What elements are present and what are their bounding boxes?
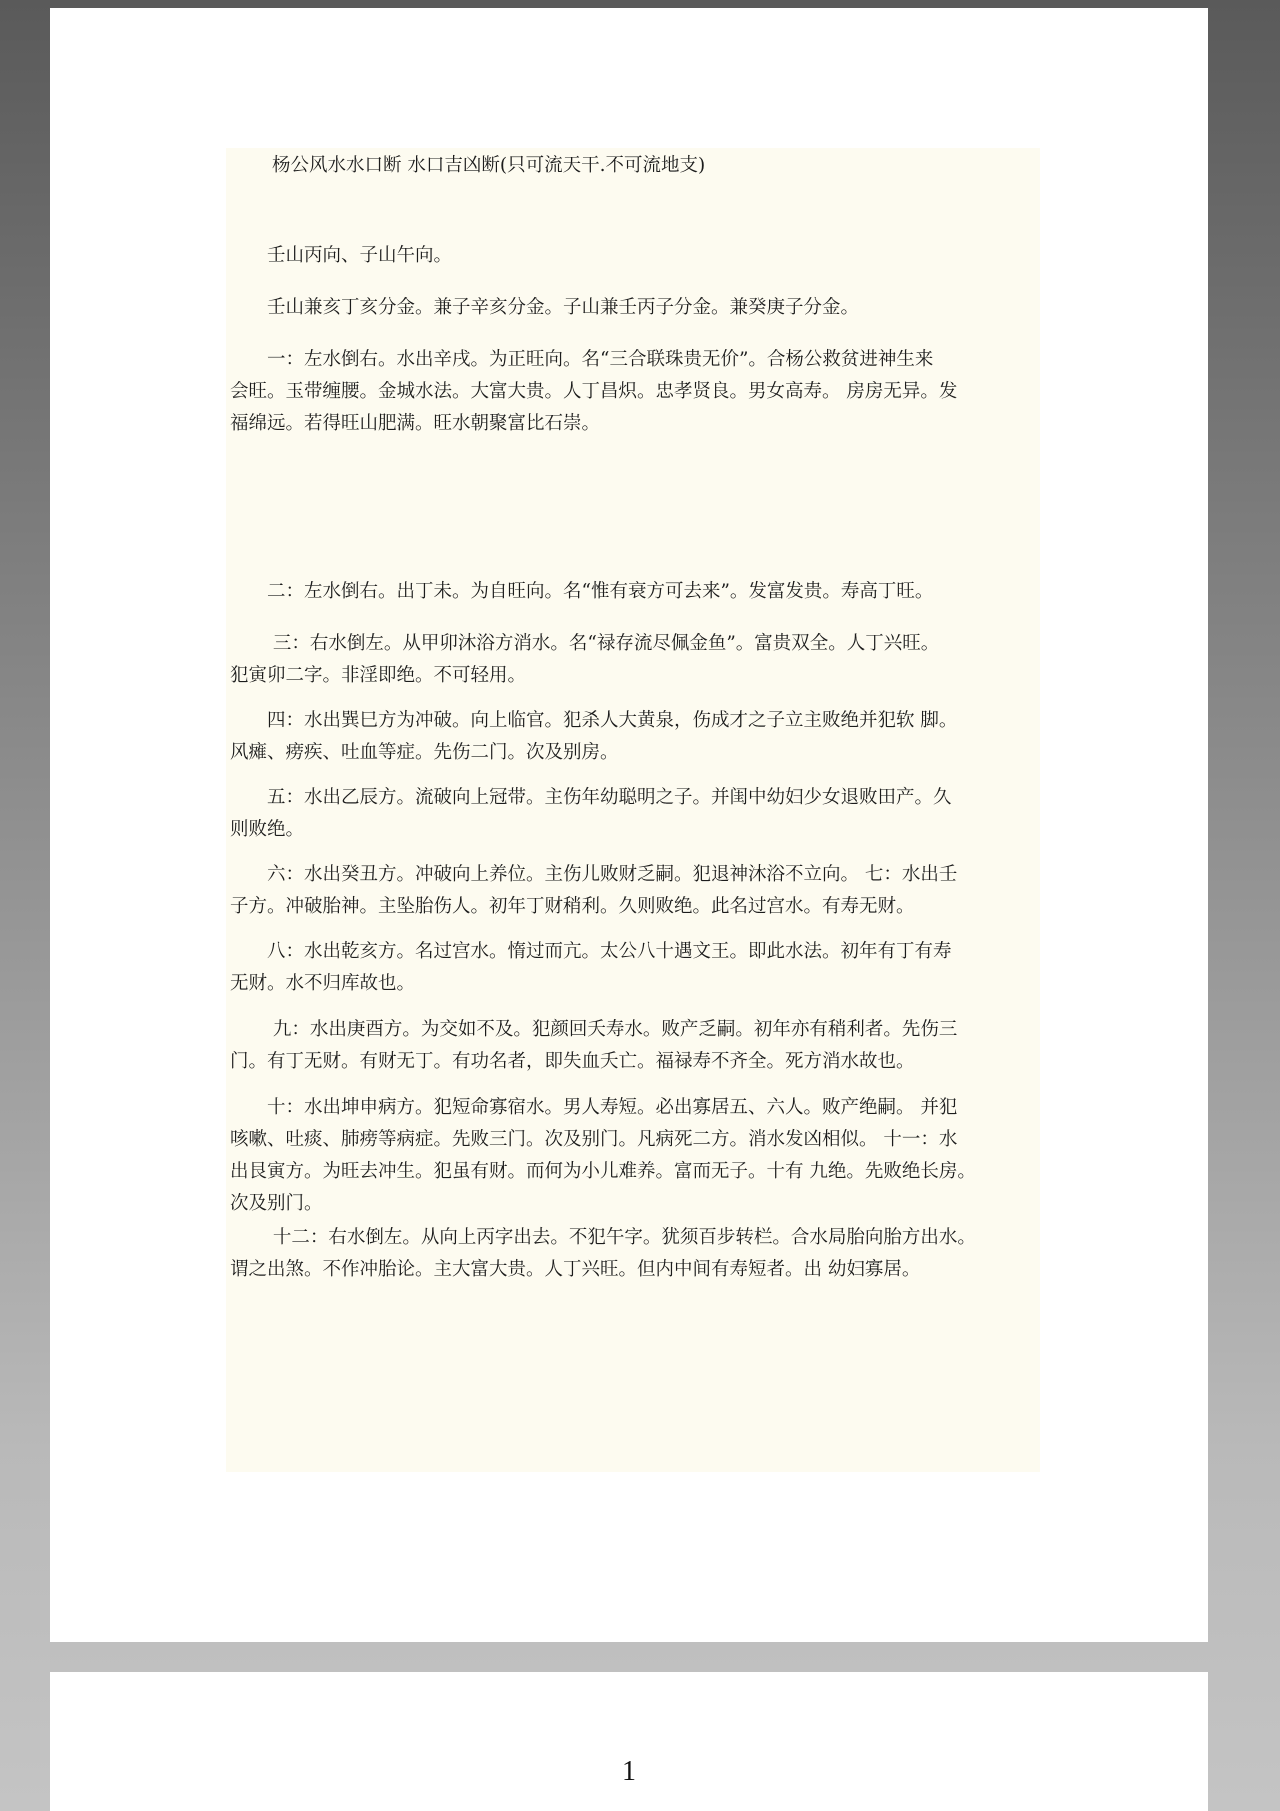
paragraph-line: 六：水出癸丑方。冲破向上养位。主伤儿败财乏嗣。犯退神沐浴不立向。 七：水出壬 — [230, 864, 958, 885]
paragraph-line: 十二：右水倒左。从向上丙字出去。不犯午字。犹须百步转栏。合水局胎向胎方出水。 — [230, 1227, 976, 1248]
paragraph-line: 谓之出煞。不作冲胎论。主大富大贵。人丁兴旺。但内中间有寿短者。出 幼妇寡居。 — [230, 1259, 921, 1280]
paragraph-line: 五：水出乙辰方。流破向上冠带。主伤年幼聪明之子。并闺中幼妇少女退败田产。久 — [230, 787, 952, 808]
paragraph-line: 四：水出巽巳方为冲破。向上临官。犯杀人大黄泉，伤成才之子立主败绝并犯软 脚。 — [230, 710, 958, 731]
paragraph-line: 则败绝。 — [230, 819, 305, 840]
paragraph-line: 会旺。玉带缠腰。金城水法。大富大贵。人丁昌炽。忠孝贤良。男女高寿。 房房无异。发 — [230, 381, 958, 402]
paragraph-line: 八：水出乾亥方。名过宫水。惰过而亢。太公八十遇文王。即此水法。初年有丁有寿 — [230, 941, 952, 962]
paragraph-line: 次及别门。 — [230, 1193, 323, 1214]
paragraph-line: 十：水出坤申病方。犯短命寡宿水。男人寿短。必出寡居五、六人。败产绝嗣。 并犯 — [230, 1097, 958, 1118]
paragraph — [230, 859, 1042, 923]
paragraph-line: 出艮寅方。为旺去冲生。犯虽有财。而何为小儿难养。富而无子。十有 九绝。先败绝长房。 — [230, 1161, 976, 1182]
paragraph-line: 风瘫、痨疾、吐血等症。先伤二门。次及别房。 — [230, 742, 619, 763]
paragraph — [230, 1092, 1042, 1220]
paragraph — [230, 705, 1042, 769]
paragraph — [230, 936, 1042, 1000]
paragraph-line: 咳嗽、吐痰、肺痨等病症。先败三门。次及别门。凡病死二方。消水发凶相似。 十一：水 — [230, 1129, 958, 1150]
paragraph-line: 一：左水倒右。水出辛戌。为正旺向。名“三合联珠贵无价”。合杨公救贫进神生来 — [230, 349, 934, 370]
page-number: 1 — [622, 1756, 636, 1787]
paragraph — [230, 292, 1042, 324]
paragraph-line: 三：右水倒左。从甲卯沐浴方消水。名“禄存流尽佩金鱼”。富贵双全。人丁兴旺。 — [230, 633, 940, 654]
next-page — [50, 1672, 1208, 1811]
paragraph-line: 壬山兼亥丁亥分金。兼子辛亥分金。子山兼壬丙子分金。兼癸庚子分金。 — [230, 297, 860, 318]
paragraph-line: 九：水出庚酉方。为交如不及。犯颜回夭寿水。败产乏嗣。初年亦有稍利者。先伤三 — [230, 1019, 958, 1040]
document-body — [226, 148, 1040, 1472]
paragraph — [230, 1222, 1042, 1286]
paragraph-line: 子方。冲破胎神。主坠胎伤人。初年丁财稍利。久则败绝。此名过宫水。有寿无财。 — [230, 896, 915, 917]
paragraph-line: 无财。水不归库故也。 — [230, 973, 416, 994]
paragraph — [230, 628, 1042, 692]
paragraph-line: 二：左水倒右。出丁未。为自旺向。名“惟有衰方可去来”。发富发贵。寿高丁旺。 — [230, 581, 934, 602]
document-title: 杨公风水水口断 水口吉凶断(只可流天干.不可流地支) — [272, 155, 706, 176]
paragraph — [230, 1014, 1042, 1078]
paragraph-line: 壬山丙向、子山午向。 — [230, 245, 453, 266]
paragraph-line: 福绵远。若得旺山肥满。旺水朝聚富比石崇。 — [230, 413, 601, 434]
paragraph — [230, 240, 1042, 272]
paragraph — [230, 344, 1042, 440]
document-page — [50, 8, 1208, 1642]
paragraph — [230, 782, 1042, 846]
paragraph-line: 犯寅卯二字。非淫即绝。不可轻用。 — [230, 665, 527, 686]
paragraph-line: 门。有丁无财。有财无丁。有功名者，即失血夭亡。福禄寿不齐全。死方消水故也。 — [230, 1051, 915, 1072]
paragraph — [230, 576, 1042, 608]
